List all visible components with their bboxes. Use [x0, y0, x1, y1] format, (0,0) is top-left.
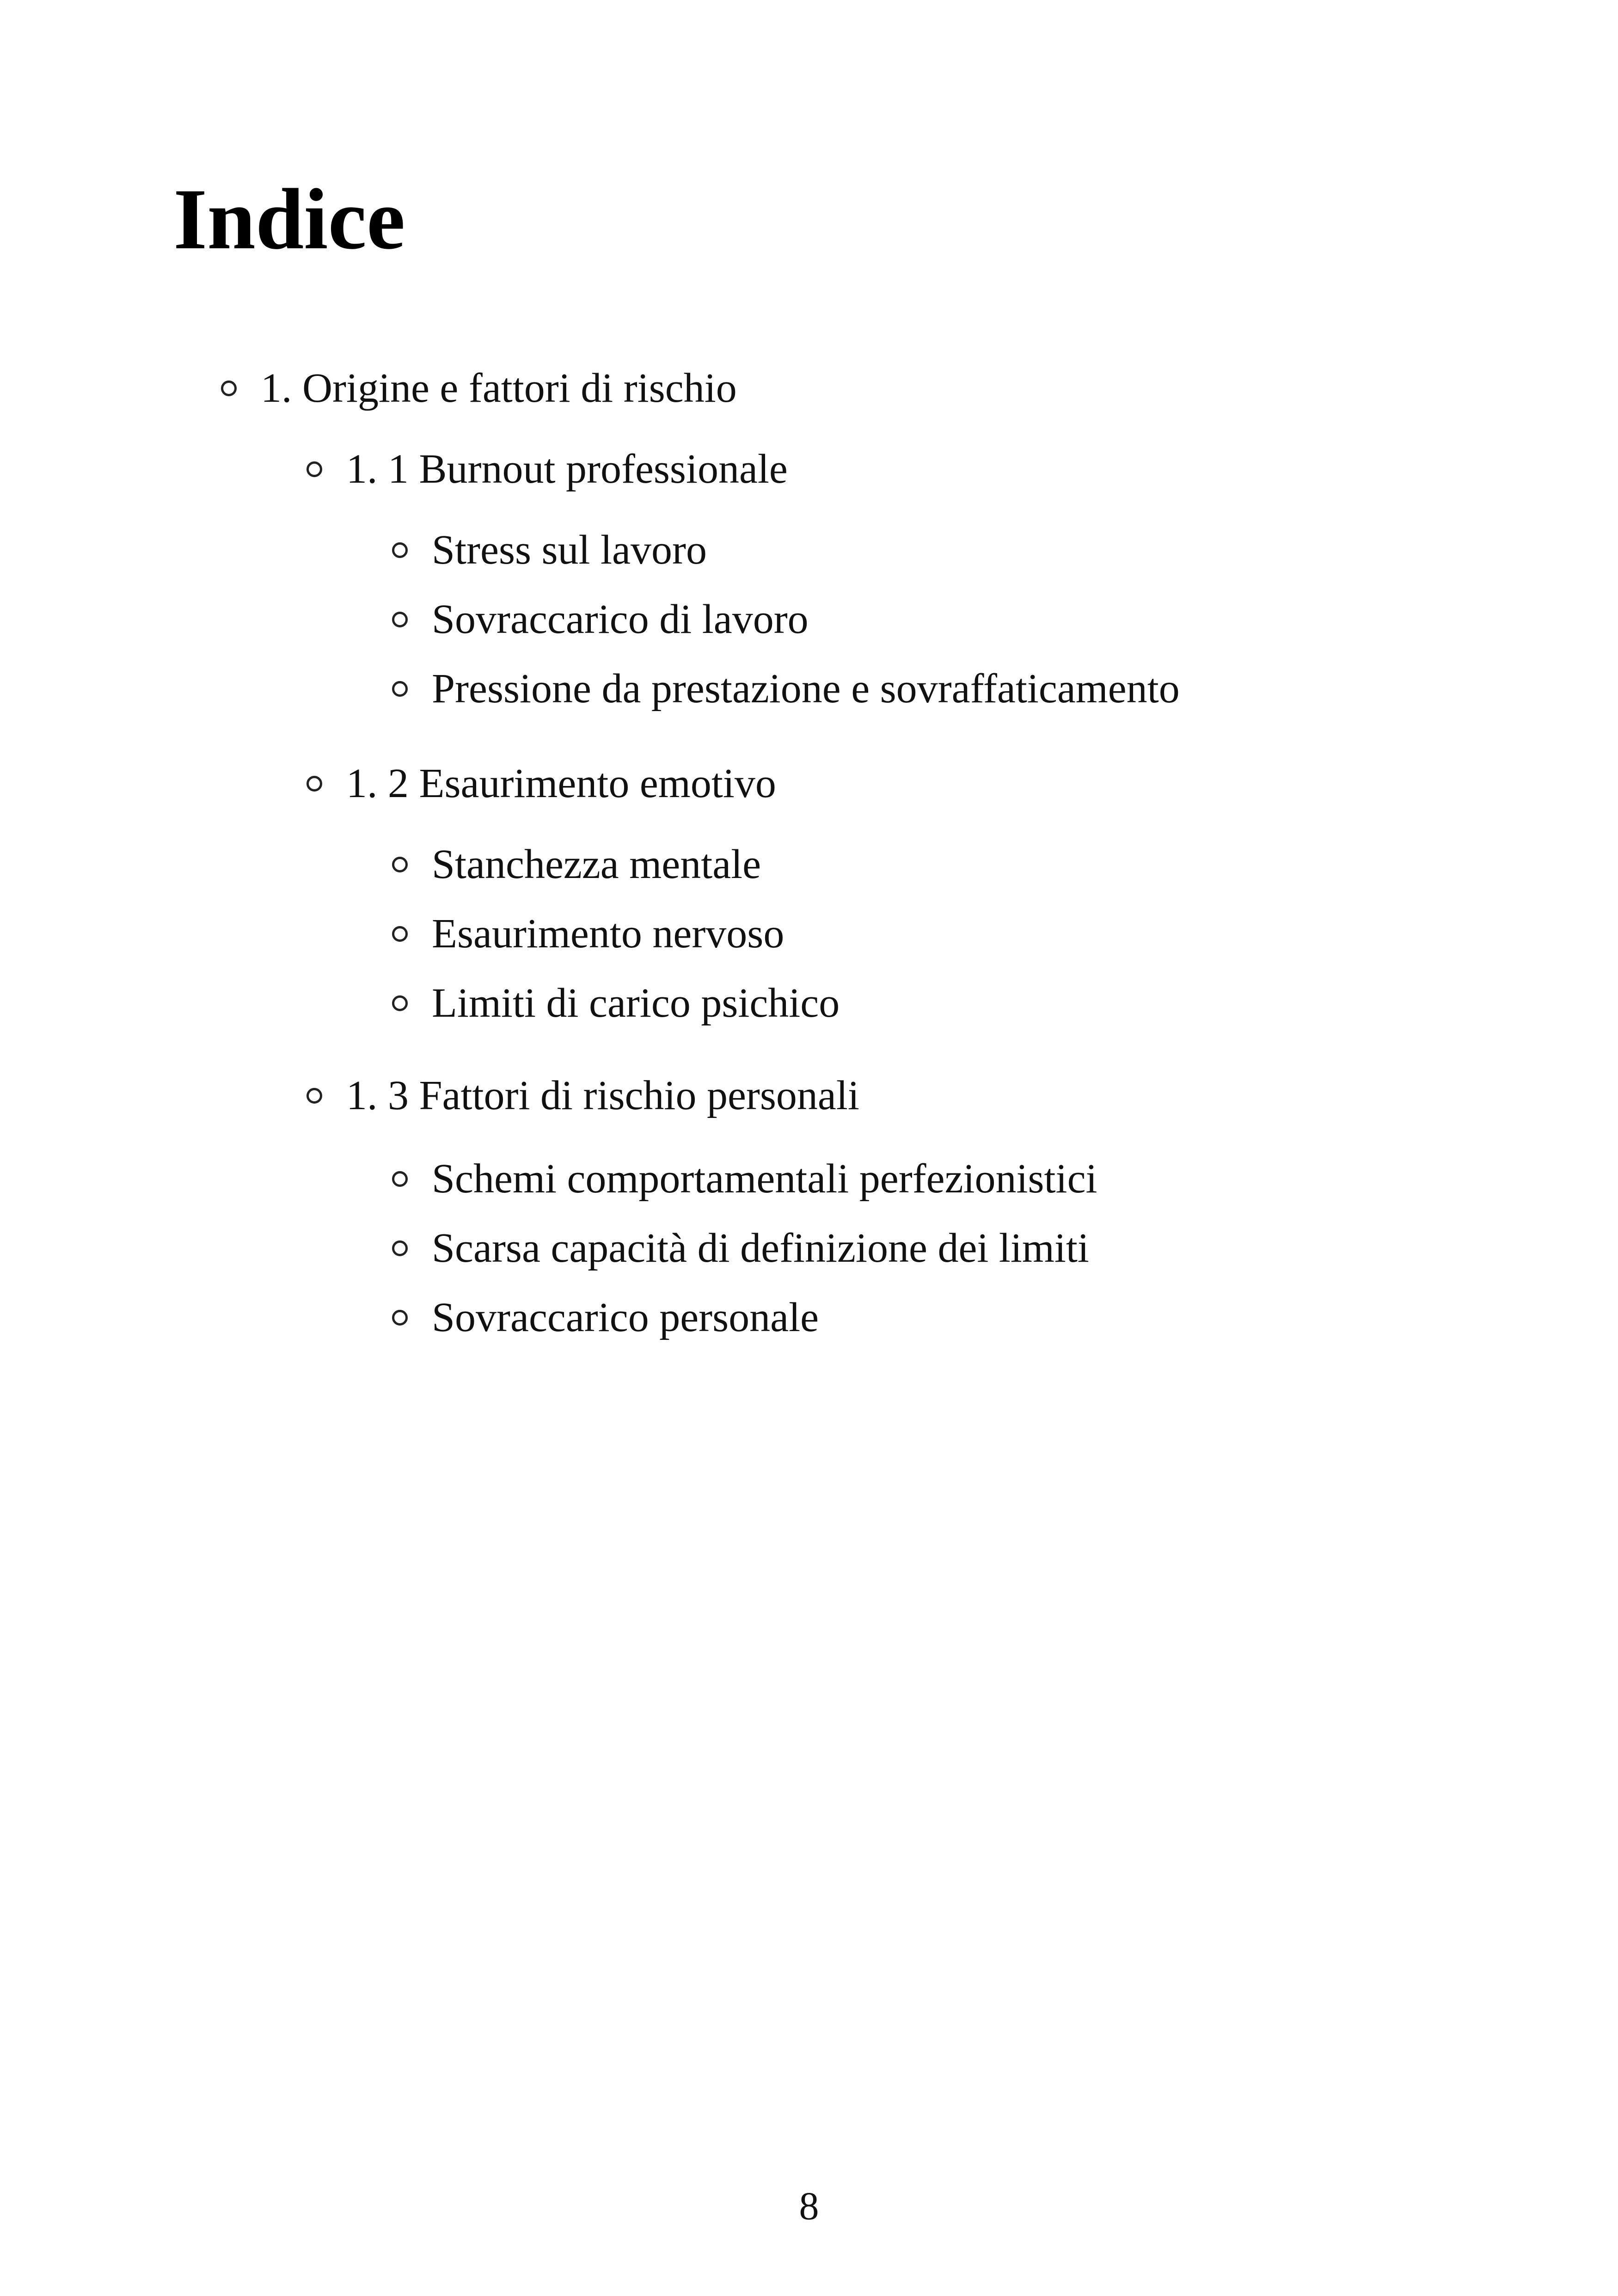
circle-bullet-icon: [306, 1088, 322, 1104]
toc-item-label: Stress sul lavoro: [432, 527, 707, 573]
toc-item: [392, 1158, 1097, 1200]
toc-item: [392, 1297, 819, 1338]
circle-bullet-icon: [306, 776, 322, 792]
toc-item-label: Schemi comportamentali perfezionistici: [432, 1156, 1097, 1202]
circle-bullet-icon: [392, 612, 408, 627]
toc-item-label: 1. 2 Esaurimento emotivo: [346, 761, 776, 806]
toc-item-label: Sovraccarico di lavoro: [432, 596, 809, 642]
toc-item: [392, 668, 1180, 710]
circle-bullet-icon: [392, 995, 408, 1011]
circle-bullet-icon: [221, 381, 237, 396]
toc-item-label: Esaurimento nervoso: [432, 911, 784, 957]
toc-item-label: Stanchezza mentale: [432, 841, 761, 887]
toc-item-label: 1. Origine e fattori di rischio: [261, 365, 737, 411]
toc-item: [306, 448, 788, 490]
page-title: Indice: [173, 171, 405, 267]
circle-bullet-icon: [392, 857, 408, 872]
toc-item-label: Limiti di carico psichico: [432, 980, 840, 1026]
toc-item: [392, 596, 809, 642]
toc-item: [392, 913, 784, 955]
toc-item: [306, 1075, 859, 1117]
circle-bullet-icon: [392, 1240, 408, 1256]
page-number: 8: [799, 2184, 819, 2228]
toc-item-label: Pressione da prestazione e sovraffaticamento: [432, 666, 1180, 712]
toc-item: [392, 841, 761, 887]
circle-bullet-icon: [392, 1171, 408, 1187]
toc-item-label: Sovraccarico personale: [432, 1295, 819, 1340]
toc-item-label: 1. 1 Burnout professionale: [346, 446, 788, 492]
toc-item: [306, 763, 776, 804]
toc-item: [392, 982, 840, 1024]
circle-bullet-icon: [392, 681, 408, 697]
circle-bullet-icon: [306, 461, 322, 477]
circle-bullet-icon: [392, 1310, 408, 1326]
circle-bullet-icon: [392, 926, 408, 942]
toc-item-label: Scarsa capacità di definizione dei limiti: [432, 1225, 1089, 1271]
toc-item-label: 1. 3 Fattori di rischio personali: [346, 1073, 859, 1118]
toc-item: [392, 1225, 1089, 1271]
toc-item: [392, 529, 707, 571]
toc-item: [221, 365, 737, 411]
circle-bullet-icon: [392, 542, 408, 558]
